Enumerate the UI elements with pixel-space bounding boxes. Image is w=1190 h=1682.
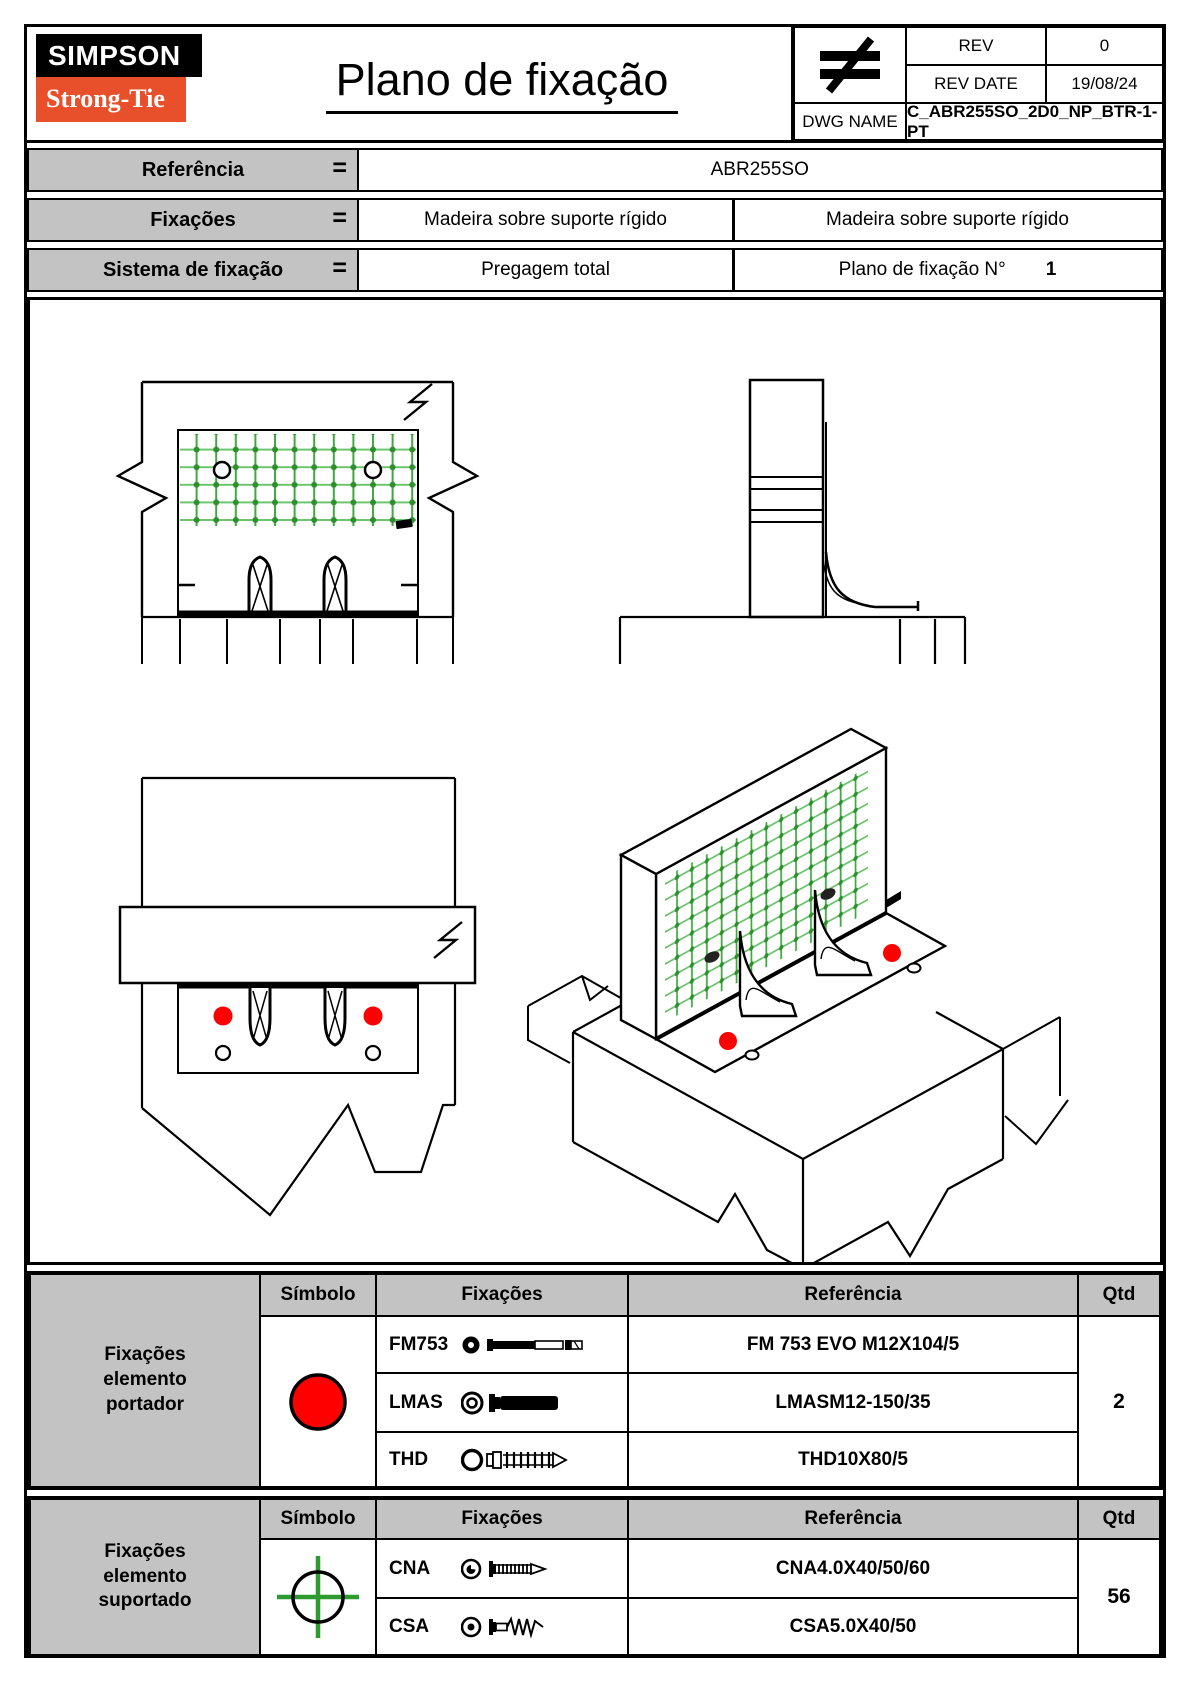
not-equal-icon bbox=[813, 35, 887, 95]
header-qtd: Qtd bbox=[1078, 1274, 1160, 1316]
cad-drawing bbox=[30, 300, 1160, 1262]
cna-code: CNA bbox=[389, 1557, 431, 1579]
top-view-drawing bbox=[120, 778, 475, 1215]
logo-simpson-text: SIMPSON bbox=[36, 34, 202, 77]
technical-drawing-area bbox=[27, 297, 1163, 1265]
front-view-drawing bbox=[118, 382, 477, 664]
fm753-anchor-icon bbox=[461, 1332, 593, 1358]
bolt-hole bbox=[365, 462, 381, 478]
rev-label: REV bbox=[906, 27, 1046, 65]
csa-reference: CSA5.0X40/50 bbox=[628, 1598, 1078, 1655]
fixing-row-fm753 bbox=[376, 1316, 628, 1373]
fm753-reference: FM 753 EVO M12X104/5 bbox=[628, 1316, 1078, 1373]
cna-nail-icon bbox=[461, 1556, 593, 1582]
logo-strongtie-text: Strong-Tie bbox=[36, 77, 186, 122]
fixing-row-csa bbox=[376, 1598, 628, 1655]
header-qtd: Qtd bbox=[1078, 1499, 1160, 1539]
thd-code: THD bbox=[389, 1448, 429, 1470]
row-fixacoes bbox=[27, 198, 1163, 242]
sistema-label-cell bbox=[27, 248, 359, 292]
plano-fixacao-n-label: Plano de fixação N° bbox=[838, 259, 1006, 280]
revision-block bbox=[791, 27, 1163, 140]
fixing-row-cna bbox=[376, 1539, 628, 1598]
dwg-name-label: DWG NAME bbox=[794, 103, 906, 140]
lmas-screw-anchor-icon bbox=[461, 1389, 593, 1417]
header-simbolo: Símbolo bbox=[260, 1274, 376, 1316]
anchor-marker-red bbox=[719, 1032, 737, 1050]
anchor-marker-red bbox=[364, 1007, 383, 1026]
angle-bracket-profile bbox=[826, 552, 918, 607]
sheet-frame bbox=[24, 24, 1166, 1658]
lmas-reference: LMASM12-150/35 bbox=[628, 1373, 1078, 1432]
red-anchor-symbol-icon bbox=[286, 1370, 350, 1434]
thd-threaded-anchor-icon bbox=[461, 1447, 593, 1473]
support-hatching bbox=[142, 617, 453, 664]
rev-date-label: REV DATE bbox=[906, 65, 1046, 103]
not-equal-projection-icon bbox=[794, 27, 906, 103]
header-simbolo: Símbolo bbox=[260, 1499, 376, 1539]
fixacoes-label-cell bbox=[27, 198, 359, 242]
equals-sign: = bbox=[332, 254, 347, 282]
cna-reference: CNA4.0X40/50/60 bbox=[628, 1539, 1078, 1598]
equals-sign: = bbox=[332, 154, 347, 182]
break-edge bbox=[142, 1105, 455, 1215]
bolt-hole bbox=[746, 1051, 759, 1060]
header-referencia: Referência bbox=[628, 1274, 1078, 1316]
plano-fixacao-number: 1 bbox=[1045, 259, 1057, 280]
green-nail-symbol-icon bbox=[271, 1550, 365, 1644]
row-sistema-fixacao bbox=[27, 248, 1163, 292]
csa-screw-icon bbox=[461, 1614, 593, 1640]
sistema-value-left: Pregagem total bbox=[357, 248, 735, 292]
bolt-hole bbox=[214, 462, 230, 478]
row-referencia bbox=[27, 148, 1163, 192]
suportado-qty: 56 bbox=[1078, 1539, 1160, 1655]
fm753-code: FM753 bbox=[389, 1333, 449, 1355]
red-circle-symbol bbox=[260, 1316, 376, 1487]
sheet-title bbox=[213, 27, 791, 140]
page-title: Plano de fixação bbox=[326, 54, 679, 114]
thd-reference: THD10X80/5 bbox=[628, 1432, 1078, 1487]
bolt-hole bbox=[216, 1046, 230, 1060]
rev-date-value: 19/08/24 bbox=[1046, 65, 1163, 103]
header-referencia: Referência bbox=[628, 1499, 1078, 1539]
title-block bbox=[27, 27, 1163, 143]
referencia-label: Referência bbox=[141, 158, 245, 181]
green-crosshair-symbol bbox=[260, 1539, 376, 1655]
suportado-row-label: Fixações elemento suportado bbox=[30, 1499, 260, 1655]
fixing-row-thd bbox=[376, 1432, 628, 1487]
bolt-hole bbox=[366, 1046, 380, 1060]
bolt-hole bbox=[908, 964, 921, 973]
csa-code: CSA bbox=[389, 1615, 430, 1637]
portador-qty: 2 bbox=[1078, 1316, 1160, 1487]
rev-value: 0 bbox=[1046, 27, 1163, 65]
sistema-label: Sistema de fixação bbox=[102, 258, 284, 281]
isometric-view-drawing bbox=[528, 729, 1068, 1262]
anchor-marker-red bbox=[883, 944, 901, 962]
referencia-label-cell bbox=[27, 148, 359, 192]
fixing-row-lmas bbox=[376, 1373, 628, 1432]
header-fixacoes: Fixações bbox=[376, 1274, 628, 1316]
side-view-drawing bbox=[620, 380, 965, 664]
dwg-name-value: C_ABR255SO_2D0_NP_BTR-1-PT bbox=[906, 103, 1163, 140]
header-fixacoes: Fixações bbox=[376, 1499, 628, 1539]
nail-grid-front bbox=[180, 434, 416, 526]
fixacoes-label: Fixações bbox=[150, 208, 236, 231]
referencia-value: ABR255SO bbox=[357, 148, 1164, 192]
break-symbol-icon bbox=[404, 384, 432, 420]
fixacoes-value-right: Madeira sobre suporte rígido bbox=[732, 198, 1163, 242]
anchor-marker-red bbox=[214, 1007, 233, 1026]
suportado-fastener-table bbox=[27, 1496, 1163, 1658]
plano-fixacao-number-cell bbox=[732, 248, 1163, 292]
break-edge bbox=[573, 1142, 1003, 1262]
equals-sign: = bbox=[332, 204, 347, 232]
lmas-code: LMAS bbox=[389, 1391, 443, 1413]
portador-row-label: Fixações elemento portador bbox=[30, 1274, 260, 1487]
simpson-strongtie-logo bbox=[27, 27, 213, 140]
portador-fastener-table bbox=[27, 1271, 1163, 1490]
fixacoes-value-left: Madeira sobre suporte rígido bbox=[357, 198, 735, 242]
